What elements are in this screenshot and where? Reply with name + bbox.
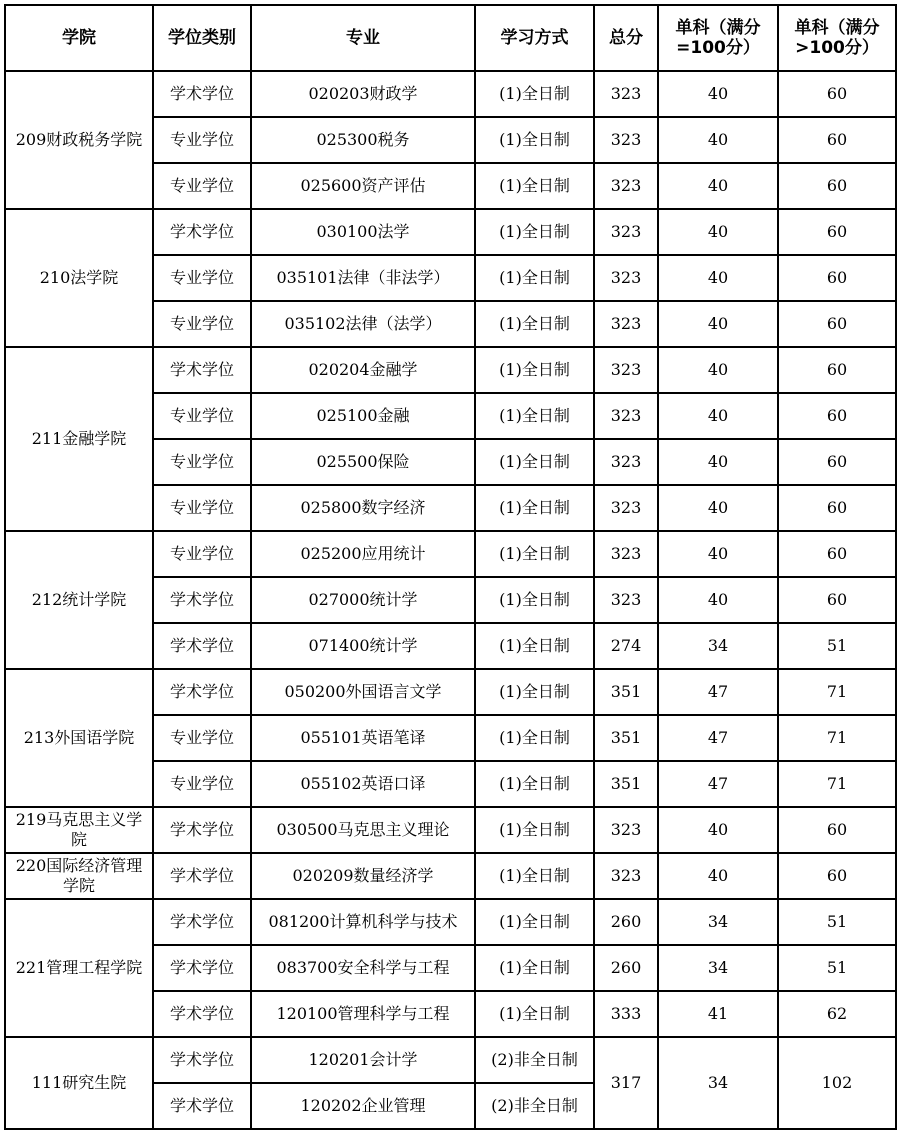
mode-cell: (1)全日制 bbox=[475, 163, 594, 209]
degree-cell: 学术学位 bbox=[153, 899, 251, 945]
single-over-100-cell: 60 bbox=[778, 347, 896, 393]
degree-cell: 专业学位 bbox=[153, 117, 251, 163]
degree-cell: 学术学位 bbox=[153, 1083, 251, 1129]
total-cell: 323 bbox=[594, 301, 658, 347]
single-100-cell: 40 bbox=[658, 485, 778, 531]
single-over-100-cell: 60 bbox=[778, 301, 896, 347]
mode-cell: (1)全日制 bbox=[475, 209, 594, 255]
total-cell: 317 bbox=[594, 1037, 658, 1129]
total-cell: 323 bbox=[594, 393, 658, 439]
single-over-100-cell: 62 bbox=[778, 991, 896, 1037]
single-over-100-cell: 60 bbox=[778, 209, 896, 255]
degree-cell: 学术学位 bbox=[153, 991, 251, 1037]
score-table bbox=[4, 4, 897, 1130]
major-cell: 020209数量经济学 bbox=[251, 853, 475, 899]
total-cell: 323 bbox=[594, 255, 658, 301]
college-cell: 219马克思主义学院 bbox=[5, 807, 153, 853]
mode-cell: (1)全日制 bbox=[475, 347, 594, 393]
college-cell: 212统计学院 bbox=[5, 531, 153, 669]
major-cell: 120202企业管理 bbox=[251, 1083, 475, 1129]
table-row bbox=[5, 531, 896, 577]
major-cell: 083700安全科学与工程 bbox=[251, 945, 475, 991]
major-cell: 120100管理科学与工程 bbox=[251, 991, 475, 1037]
mode-cell: (1)全日制 bbox=[475, 439, 594, 485]
mode-cell: (1)全日制 bbox=[475, 623, 594, 669]
degree-cell: 学术学位 bbox=[153, 577, 251, 623]
major-cell: 055101英语笔译 bbox=[251, 715, 475, 761]
header-total: 总分 bbox=[594, 5, 658, 71]
total-cell: 323 bbox=[594, 853, 658, 899]
single-100-cell: 40 bbox=[658, 255, 778, 301]
college-cell: 213外国语学院 bbox=[5, 669, 153, 807]
major-cell: 050200外国语言文学 bbox=[251, 669, 475, 715]
total-cell: 260 bbox=[594, 899, 658, 945]
table-row bbox=[5, 669, 896, 715]
single-over-100-cell: 60 bbox=[778, 163, 896, 209]
mode-cell: (1)全日制 bbox=[475, 715, 594, 761]
mode-cell: (1)全日制 bbox=[475, 393, 594, 439]
degree-cell: 学术学位 bbox=[153, 623, 251, 669]
single-over-100-cell: 60 bbox=[778, 531, 896, 577]
mode-cell: (1)全日制 bbox=[475, 301, 594, 347]
single-over-100-cell: 51 bbox=[778, 623, 896, 669]
degree-cell: 专业学位 bbox=[153, 255, 251, 301]
header-major: 专业 bbox=[251, 5, 475, 71]
single-over-100-cell: 60 bbox=[778, 485, 896, 531]
major-cell: 055102英语口译 bbox=[251, 761, 475, 807]
table-body bbox=[5, 71, 896, 1129]
degree-cell: 专业学位 bbox=[153, 301, 251, 347]
single-100-cell: 40 bbox=[658, 117, 778, 163]
major-cell: 025500保险 bbox=[251, 439, 475, 485]
degree-cell: 专业学位 bbox=[153, 163, 251, 209]
degree-cell: 学术学位 bbox=[153, 347, 251, 393]
header-single-100: 单科（满分=100分） bbox=[658, 5, 778, 71]
single-100-cell: 40 bbox=[658, 531, 778, 577]
college-cell: 111研究生院 bbox=[5, 1037, 153, 1129]
single-100-cell: 47 bbox=[658, 715, 778, 761]
total-cell: 323 bbox=[594, 439, 658, 485]
major-cell: 025100金融 bbox=[251, 393, 475, 439]
degree-cell: 专业学位 bbox=[153, 531, 251, 577]
single-100-cell: 34 bbox=[658, 899, 778, 945]
total-cell: 323 bbox=[594, 117, 658, 163]
single-over-100-cell: 51 bbox=[778, 945, 896, 991]
total-cell: 274 bbox=[594, 623, 658, 669]
major-cell: 020203财政学 bbox=[251, 71, 475, 117]
college-cell: 220国际经济管理学院 bbox=[5, 853, 153, 899]
mode-cell: (1)全日制 bbox=[475, 531, 594, 577]
total-cell: 323 bbox=[594, 209, 658, 255]
mode-cell: (1)全日制 bbox=[475, 945, 594, 991]
degree-cell: 专业学位 bbox=[153, 393, 251, 439]
degree-cell: 学术学位 bbox=[153, 209, 251, 255]
table-row bbox=[5, 347, 896, 393]
single-100-cell: 40 bbox=[658, 577, 778, 623]
single-100-cell: 40 bbox=[658, 301, 778, 347]
mode-cell: (1)全日制 bbox=[475, 71, 594, 117]
total-cell: 323 bbox=[594, 163, 658, 209]
table-row bbox=[5, 899, 896, 945]
single-over-100-cell: 60 bbox=[778, 117, 896, 163]
major-cell: 025200应用统计 bbox=[251, 531, 475, 577]
header-mode: 学习方式 bbox=[475, 5, 594, 71]
major-cell: 035102法律（法学） bbox=[251, 301, 475, 347]
degree-cell: 专业学位 bbox=[153, 485, 251, 531]
single-100-cell: 40 bbox=[658, 163, 778, 209]
degree-cell: 学术学位 bbox=[153, 807, 251, 853]
single-100-cell: 40 bbox=[658, 439, 778, 485]
single-100-cell: 40 bbox=[658, 347, 778, 393]
single-100-cell: 34 bbox=[658, 945, 778, 991]
single-over-100-cell: 60 bbox=[778, 255, 896, 301]
total-cell: 323 bbox=[594, 807, 658, 853]
major-cell: 025600资产评估 bbox=[251, 163, 475, 209]
single-over-100-cell: 60 bbox=[778, 853, 896, 899]
major-cell: 081200计算机科学与技术 bbox=[251, 899, 475, 945]
college-cell: 210法学院 bbox=[5, 209, 153, 347]
single-100-cell: 40 bbox=[658, 807, 778, 853]
single-100-cell: 34 bbox=[658, 1037, 778, 1129]
header-college: 学院 bbox=[5, 5, 153, 71]
single-100-cell: 40 bbox=[658, 393, 778, 439]
college-cell: 221管理工程学院 bbox=[5, 899, 153, 1037]
total-cell: 351 bbox=[594, 669, 658, 715]
single-over-100-cell: 60 bbox=[778, 393, 896, 439]
single-over-100-cell: 60 bbox=[778, 71, 896, 117]
total-cell: 351 bbox=[594, 761, 658, 807]
single-over-100-cell: 71 bbox=[778, 715, 896, 761]
mode-cell: (1)全日制 bbox=[475, 807, 594, 853]
college-cell: 211金融学院 bbox=[5, 347, 153, 531]
single-100-cell: 40 bbox=[658, 853, 778, 899]
header-degree: 学位类别 bbox=[153, 5, 251, 71]
mode-cell: (1)全日制 bbox=[475, 899, 594, 945]
table-row bbox=[5, 71, 896, 117]
degree-cell: 专业学位 bbox=[153, 439, 251, 485]
major-cell: 071400统计学 bbox=[251, 623, 475, 669]
degree-cell: 学术学位 bbox=[153, 945, 251, 991]
degree-cell: 学术学位 bbox=[153, 71, 251, 117]
total-cell: 323 bbox=[594, 531, 658, 577]
major-cell: 025300税务 bbox=[251, 117, 475, 163]
mode-cell: (2)非全日制 bbox=[475, 1037, 594, 1083]
mode-cell: (1)全日制 bbox=[475, 485, 594, 531]
single-over-100-cell: 60 bbox=[778, 439, 896, 485]
college-cell: 209财政税务学院 bbox=[5, 71, 153, 209]
table-row bbox=[5, 853, 896, 899]
total-cell: 333 bbox=[594, 991, 658, 1037]
single-over-100-cell: 60 bbox=[778, 807, 896, 853]
single-100-cell: 41 bbox=[658, 991, 778, 1037]
header-row bbox=[5, 5, 896, 71]
single-100-cell: 40 bbox=[658, 209, 778, 255]
total-cell: 323 bbox=[594, 485, 658, 531]
table-row bbox=[5, 209, 896, 255]
single-over-100-cell: 102 bbox=[778, 1037, 896, 1129]
major-cell: 025800数字经济 bbox=[251, 485, 475, 531]
mode-cell: (1)全日制 bbox=[475, 669, 594, 715]
major-cell: 035101法律（非法学） bbox=[251, 255, 475, 301]
single-100-cell: 34 bbox=[658, 623, 778, 669]
total-cell: 351 bbox=[594, 715, 658, 761]
total-cell: 323 bbox=[594, 71, 658, 117]
degree-cell: 学术学位 bbox=[153, 1037, 251, 1083]
degree-cell: 专业学位 bbox=[153, 761, 251, 807]
major-cell: 120201会计学 bbox=[251, 1037, 475, 1083]
mode-cell: (1)全日制 bbox=[475, 853, 594, 899]
single-100-cell: 47 bbox=[658, 669, 778, 715]
degree-cell: 专业学位 bbox=[153, 715, 251, 761]
single-100-cell: 40 bbox=[658, 71, 778, 117]
total-cell: 323 bbox=[594, 577, 658, 623]
total-cell: 323 bbox=[594, 347, 658, 393]
mode-cell: (1)全日制 bbox=[475, 255, 594, 301]
header-single-over-100: 单科（满分>100分） bbox=[778, 5, 896, 71]
table-row bbox=[5, 1037, 896, 1083]
table-row bbox=[5, 807, 896, 853]
degree-cell: 学术学位 bbox=[153, 669, 251, 715]
mode-cell: (1)全日制 bbox=[475, 991, 594, 1037]
major-cell: 027000统计学 bbox=[251, 577, 475, 623]
mode-cell: (2)非全日制 bbox=[475, 1083, 594, 1129]
single-over-100-cell: 71 bbox=[778, 761, 896, 807]
mode-cell: (1)全日制 bbox=[475, 761, 594, 807]
single-100-cell: 47 bbox=[658, 761, 778, 807]
major-cell: 030500马克思主义理论 bbox=[251, 807, 475, 853]
single-over-100-cell: 60 bbox=[778, 577, 896, 623]
single-over-100-cell: 71 bbox=[778, 669, 896, 715]
single-over-100-cell: 51 bbox=[778, 899, 896, 945]
total-cell: 260 bbox=[594, 945, 658, 991]
major-cell: 030100法学 bbox=[251, 209, 475, 255]
degree-cell: 学术学位 bbox=[153, 853, 251, 899]
mode-cell: (1)全日制 bbox=[475, 117, 594, 163]
mode-cell: (1)全日制 bbox=[475, 577, 594, 623]
major-cell: 020204金融学 bbox=[251, 347, 475, 393]
